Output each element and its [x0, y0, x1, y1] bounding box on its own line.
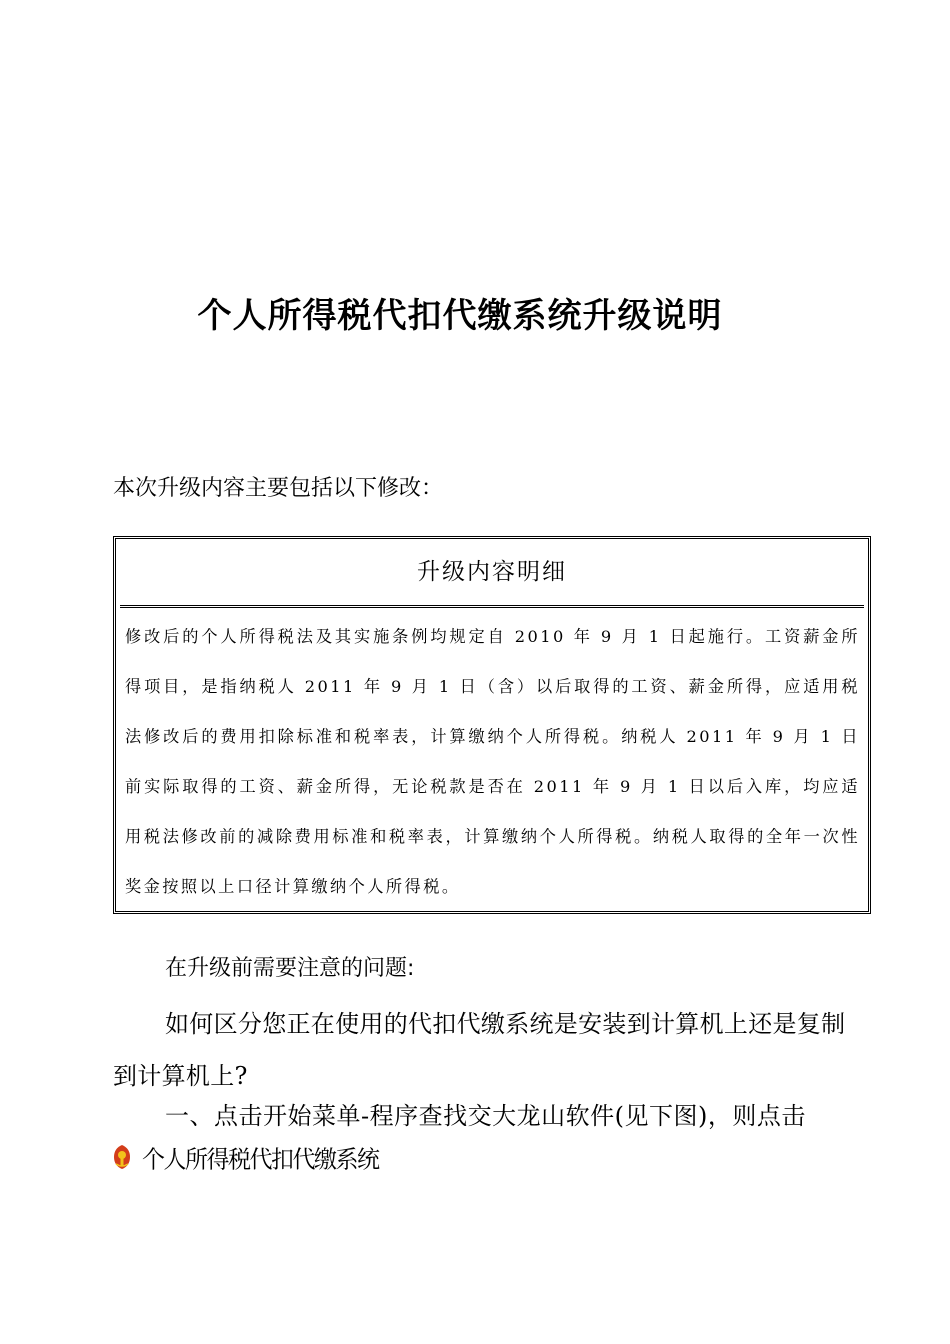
shortcut-label[interactable]: 个人所得税代扣代缴系统	[142, 1145, 379, 1174]
question-paragraph: 如何区分您正在使用的代扣代缴系统是安装到计算机上还是复制到计算机上?	[113, 1010, 846, 1090]
program-shortcut[interactable]	[112, 1140, 379, 1174]
upgrade-details-heading: 升级内容明细	[120, 539, 864, 608]
tax-emblem-icon	[112, 1144, 132, 1170]
intro-text: 本次升级内容主要包括以下修改：	[113, 476, 444, 501]
upgrade-details-box	[113, 536, 871, 914]
note-heading: 在升级前需要注意的问题:	[165, 956, 415, 981]
document-title: 个人所得税代扣代缴系统升级说明	[197, 296, 723, 336]
step-one-paragraph: 一、点击开始菜单-程序查找交大龙山软件(见下图)，则点击	[165, 1102, 806, 1130]
upgrade-details-body: 修改后的个人所得税法及其实施条例均规定自 2010 年 9 月 1 日起施行。工资薪金所得项目，是指纳税人 2011 年 9 月 1 日（含）以后取得的工资、薪金所得，应适用税法修改后的费用扣除标准和税率表，计算缴纳个人所得税。纳税人 2011 年 9 月 1 日前实际取得的工资、薪金所得，无论税款是否在 2011 年 9 月 1 日以后入库，均应适用税法修改前的减除费用标准和税率表，计算缴纳个人所得税。纳税人取得的全年一次性奖金按照以上口径计算缴纳个人所得税。	[125, 627, 860, 896]
